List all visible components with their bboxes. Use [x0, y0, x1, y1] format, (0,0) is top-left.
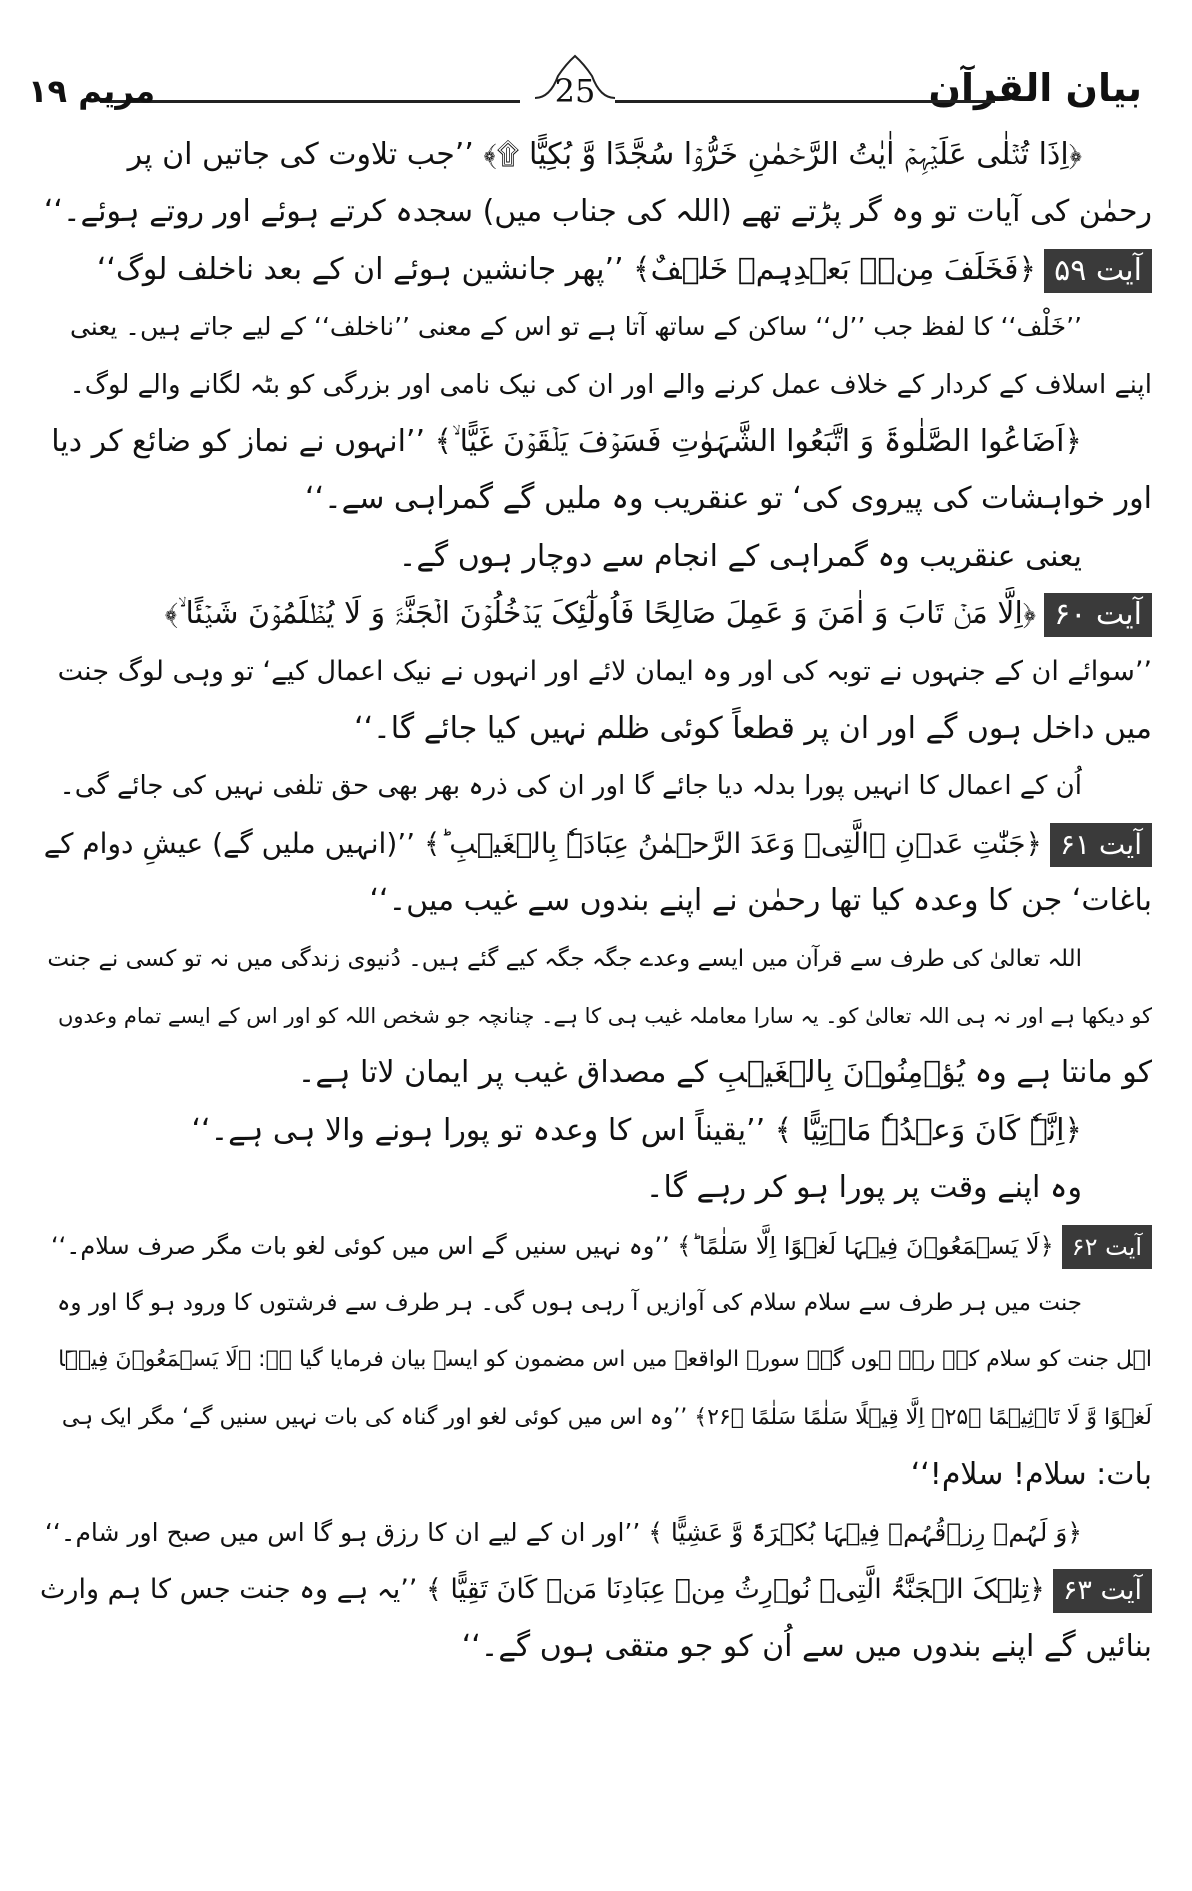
text-line: [40, 989, 1152, 1043]
header-rule-left: [100, 100, 520, 103]
line-text: اپنے اسلاف کے کردار کے خلاف عمل کرنے والے اور ان کی نیک نامی اور بزرگی کو بٹہ لگانے والے لوگ۔: [69, 370, 1152, 400]
line-text: یعنی عنقریب وہ گمراہی کے انجام سے دوچار ہوں گے۔: [398, 539, 1082, 574]
line-text: باغات‘ جن کا وعدہ کیا تھا رحمٰن نے اپنے بندوں سے غیب میں۔‘‘: [369, 883, 1152, 918]
ayah-number-label: آیت ۶۰: [1044, 593, 1152, 637]
text-line: [40, 587, 1152, 641]
text-line: [40, 1046, 1152, 1100]
line-text: اللہ تعالیٰ کی طرف سے قرآن میں ایسے وعدے جگہ جگہ کیے گئے ہیں۔ دُنیوی زندگی میں نہ تو کسی نے جنت: [47, 946, 1082, 972]
text-line: [40, 128, 1082, 182]
line-text: ﴿فَخَلَفَ مِنۡۢ بَعۡدِہِمۡ خَلۡفٌ﴾ ’’پھر جانشین ہوئے ان کے بعد ناخلف لوگ‘‘: [96, 252, 1037, 287]
text-line: [40, 1620, 1152, 1674]
page-header: [0, 62, 1192, 132]
text-line: [40, 530, 1082, 584]
header-rule-right: [615, 100, 995, 103]
line-text: کو دیکھا ہے اور نہ ہی اللہ تعالیٰ کو۔ یہ سارا معاملہ غیب ہی کا ہے۔ چنانچہ جو شخص اللہ کو اور اس کے ایسے تمام وعدوں: [57, 1004, 1152, 1028]
line-text: ﴿لَا یَسۡمَعُوۡنَ فِیۡہَا لَغۡوًا اِلَّا سَلٰمًا ؕ﴾ ’’وہ نہیں سنیں گے اس میں کوئی لغو بات مگر صرف سلام۔‘‘: [51, 1232, 1054, 1260]
book-title: بیان القرآن: [928, 66, 1142, 110]
line-text: ﴿جَنّٰتِ عَدۡنِ ۣالَّتِیۡ وَعَدَ الرَّحۡمٰنُ عِبَادَہٗ بِالۡغَیۡبِ ؕ﴾ ’’(انہیں ملیں گے) عیشِ دوام کے: [43, 827, 1042, 860]
line-text: ﴿اِنَّہٗ کَانَ وَعۡدُہٗ مَاۡتِیًّا ﴾ ’’یقیناً اس کا وعدہ تو پورا ہونے والا ہی ہے۔‘‘: [191, 1113, 1082, 1148]
text-line: [40, 358, 1152, 412]
text-line: [40, 1276, 1082, 1330]
line-text: ﴿وَ لَہُمۡ رِزۡقُہُمۡ فِیۡہَا بُکۡرَۃً وَّ عَشِیًّا ﴾ ’’اور ان کے لیے ان کا رزق ہو گا اس میں صبح اور شام۔‘‘: [44, 1518, 1082, 1547]
line-text: میں داخل ہوں گے اور ان پر قطعاً کوئی ظلم نہیں کیا جائے گا۔‘‘: [354, 711, 1152, 746]
text-line: [40, 759, 1082, 813]
text-line: [40, 1219, 1152, 1273]
text-line: [40, 1563, 1152, 1617]
line-text: ’’خَلْف‘‘ کا لفظ جب ’’ل‘‘ ساکن کے ساتھ آتا ہے تو اس کے معنی ’’ناخلف‘‘ کے لیے جاتے ہیں۔ یعنی: [69, 312, 1082, 341]
page-number: [530, 62, 620, 120]
line-text: ’’سوائے ان کے جنہوں نے توبہ کی اور وہ ایمان لائے اور انہوں نے نیک اعمال کیے‘ تو وہی لوگ جنت: [57, 656, 1152, 687]
text-line: [40, 300, 1082, 354]
text-line: [40, 702, 1152, 756]
ayah-number-label: آیت ۵۹: [1044, 249, 1152, 293]
line-text: بنائیں گے اپنے بندوں میں سے اُن کو جو متقی ہوں گے۔‘‘: [461, 1629, 1152, 1664]
text-line: [40, 415, 1082, 469]
text-line: [40, 185, 1152, 239]
line-text: وہ اپنے وقت پر پورا ہو کر رہے گا۔: [645, 1170, 1082, 1205]
text-line: [40, 817, 1152, 871]
line-text: ﴿اَضَاعُوا الصَّلٰوۃَ وَ اتَّبَعُوا الشَّہَوٰتِ فَسَوۡفَ یَلۡقَوۡنَ غَیًّا ۙ﴾ ’’انہوں نے نماز کو ضائع کر دیا: [51, 424, 1082, 459]
line-text: جنت میں ہر طرف سے سلام سلام کی آوازیں آ رہی ہوں گی۔ ہر طرف سے فرشتوں کا ورود ہو گا اور وہ: [56, 1290, 1082, 1316]
text-line: [40, 472, 1152, 526]
text-line: [40, 874, 1152, 928]
text-line: [40, 1161, 1082, 1215]
line-text: کو مانتا ہے وہ یُؤۡمِنُوۡنَ بِالۡغَیۡبِ کے مصداق غیب پر ایمان لاتا ہے۔: [297, 1055, 1152, 1090]
surah-name: مریم ۱۹: [28, 72, 156, 110]
line-text: اُن کے اعمال کا انہیں پورا بدلہ دیا جائے گا اور ان کی ذرہ بھر بھی حق تلفی نہیں کی جائے گی۔: [59, 771, 1082, 801]
line-text: بات: سلام! سلام!‘‘: [910, 1457, 1152, 1492]
page-number-text: 25: [554, 72, 596, 110]
text-line: [40, 243, 1152, 297]
line-text: اہل جنت کو سلام کہہ رہے ہوں گے۔ سورۃ الواقعہ میں اس مضمون کو ایسے بیان فرمایا گیا ہے: ﴿لَا یَسۡمَعُوۡنَ فِیۡہَا: [58, 1347, 1152, 1372]
text-line: [40, 932, 1082, 986]
text-line: [40, 1104, 1082, 1158]
line-text: لَغۡوًا وَّ لَا تَاۡثِیۡمًا ﴿۲۵﴾ اِلَّا قِیۡلًا سَلٰمًا سَلٰمًا ﴿۲۶﴾ ’’وہ اس میں کوئی لغو اور گناہ کی بات نہیں سنیں گے‘ مگر ایک ہی: [61, 1405, 1152, 1430]
line-text: ﴿اِذَا تُتۡلٰی عَلَیۡہِمۡ اٰیٰتُ الرَّحۡمٰنِ خَرُّوۡا سُجَّدًا وَّ بُکِیًّا ۩﴾ ’’جب تلاوت کی جاتیں ان پر: [127, 137, 1082, 172]
ayah-number-label: آیت ۶۲: [1062, 1225, 1152, 1269]
ayah-number-label: آیت ۶۳: [1053, 1569, 1152, 1613]
text-line: [40, 1506, 1082, 1560]
text-line: [40, 1333, 1152, 1387]
line-text: ﴿تِلۡکَ الۡجَنَّۃُ الَّتِیۡ نُوۡرِثُ مِنۡ عِبَادِنَا مَنۡ کَانَ تَقِیًّا ﴾ ’’یہ ہے وہ جنت جس کا ہم وارث: [40, 1574, 1045, 1605]
text-line: [40, 1448, 1152, 1502]
text-line: [40, 645, 1152, 699]
line-text: ﴿اِلَّا مَنۡ تَابَ وَ اٰمَنَ وَ عَمِلَ صَالِحًا فَاُولٰٓئِکَ یَدۡخُلُوۡنَ الۡجَنَّۃَ وَ لَا یُظۡلَمُوۡنَ شَیۡئًا ۙ﴾: [164, 596, 1037, 631]
line-text: اور خواہشات کی پیروی کی‘ تو عنقریب وہ ملیں گے گمراہی سے۔‘‘: [305, 481, 1152, 516]
text-line: [40, 1391, 1152, 1445]
line-text: رحمٰن کی آیات تو وہ گر پڑتے تھے (اللہ کی جناب میں) سجدہ کرتے ہوئے اور روتے ہوئے۔‘‘: [43, 194, 1152, 229]
ayah-number-label: آیت ۶۱: [1050, 823, 1152, 867]
